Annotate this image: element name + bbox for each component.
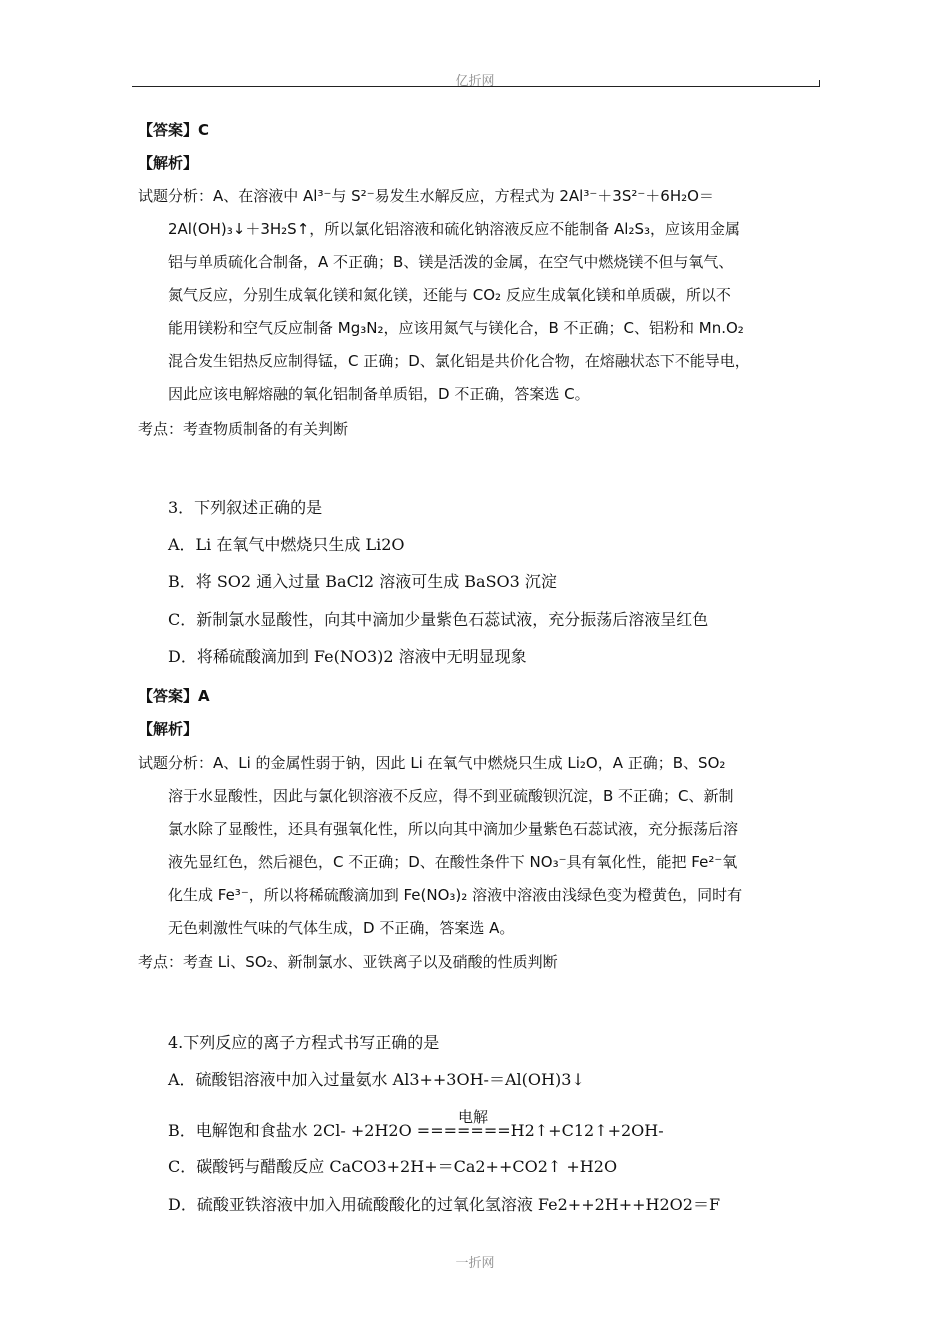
q4-stem: 4.下列反应的离子方程式书写正确的是 <box>168 1033 440 1052</box>
q3-analysis-line: 化生成 Fe³⁻，所以将稀硫酸滴加到 Fe(NO₃)₂ 溶液中溶液由浅绿色变为橙黄色，同时有 <box>168 886 743 904</box>
q4-option-a: A．硫酸铝溶液中加入过量氨水 Al3++3OH-＝Al(OH)3↓ <box>168 1070 585 1089</box>
q3-option-d: D．将稀硫酸滴加到 Fe(NO3)2 溶液中无明显现象 <box>168 647 527 666</box>
q2-analysis-line: 因此应该电解熔融的氧化铝制备单质铝，D 不正确，答案选 C。 <box>168 385 590 403</box>
q4-option-d: D．硫酸亚铁溶液中加入用硫酸酸化的过氧化氢溶液 Fe2++2H++H2O2＝F <box>168 1195 721 1214</box>
q3-analysis-line: 液先显红色，然后褪色，C 不正确；D、在酸性条件下 NO₃⁻具有氧化性，能把 Fe²⁻氧 <box>168 853 738 871</box>
q2-answer: 【答案】C <box>138 121 210 139</box>
q3-analysis-line: 氯水除了显酸性，还具有强氧化性，所以向其中滴加少量紫色石蕊试液，充分振荡后溶 <box>168 820 739 838</box>
q3-stem: 3．下列叙述正确的是 <box>168 498 323 517</box>
q2-analysis-line: 氮气反应，分别生成氧化镁和氮化镁，还能与 CO₂ 反应生成氧化镁和单质碳，所以不 <box>168 286 731 304</box>
q3-answer: 【答案】A <box>138 687 210 705</box>
q3-option-a: A．Li 在氧气中燃烧只生成 Li2O <box>168 535 405 554</box>
q4-option-b: B．电解饱和食盐水 2Cl- +2H2O =======H2↑+C12↑+2OH- <box>168 1121 664 1140</box>
q3-option-b: B．将 SO2 通入过量 BaCl2 溶液可生成 BaSO3 沉淀 <box>168 572 557 591</box>
q2-analysis-line: 试题分析：A、在溶液中 Al³⁻与 S²⁻易发生水解反应，方程式为 2Al³⁻＋3S²⁻＋6H₂O＝ <box>138 187 714 205</box>
q2-kaodian: 考点：考查物质制备的有关判断 <box>138 420 349 438</box>
q2-analysis-line: 能用镁粉和空气反应制备 Mg₃N₂，应该用氮气与镁化合，B 不正确；C、铝粉和 Mn.O₂ <box>168 319 744 337</box>
q3-kaodian: 考点：考查 Li、SO₂、新制氯水、亚铁离子以及硝酸的性质判断 <box>138 953 558 971</box>
q2-analysis-line: 2Al(OH)₃↓＋3H₂S↑，所以氯化铝溶液和硫化钠溶液反应不能制备 Al₂S₃，应该用金属 <box>168 220 741 238</box>
q2-analysis-line: 铝与单质硫化合制备，A 不正确；B、镁是活泼的金属，在空气中燃烧镁不但与氧气、 <box>168 253 734 271</box>
q3-analysis-line: 溶于水显酸性，因此与氯化钡溶液不反应，得不到亚硫酸钡沉淀，B 不正确；C、新制 <box>168 787 734 805</box>
q2-analysis-line: 混合发生铝热反应制得锰，C 正确；D、氯化铝是共价化合物，在熔融状态下不能导电， <box>168 352 750 370</box>
electrolysis-condition-label: 电解 <box>458 1108 489 1126</box>
q2-analysis-label: 【解析】 <box>138 154 199 172</box>
q3-analysis-line: 无色刺激性气味的气体生成，D 不正确，答案选 A。 <box>168 919 515 937</box>
q3-option-c: C．新制氯水显酸性，向其中滴加少量紫色石蕊试液，充分振荡后溶液呈红色 <box>168 610 709 629</box>
header-rule <box>132 86 820 87</box>
q3-analysis-line: 试题分析：A、Li 的金属性弱于钠，因此 Li 在氧气中燃烧只生成 Li₂O，A 正确；B、SO₂ <box>138 754 726 772</box>
header-watermark: 亿折网 <box>455 74 495 89</box>
footer-watermark: 一折网 <box>455 1256 495 1271</box>
q4-option-c: C．碳酸钙与醋酸反应 CaCO3+2H+＝Ca2++CO2↑ +H2O <box>168 1157 618 1176</box>
q3-analysis-label: 【解析】 <box>138 720 199 738</box>
